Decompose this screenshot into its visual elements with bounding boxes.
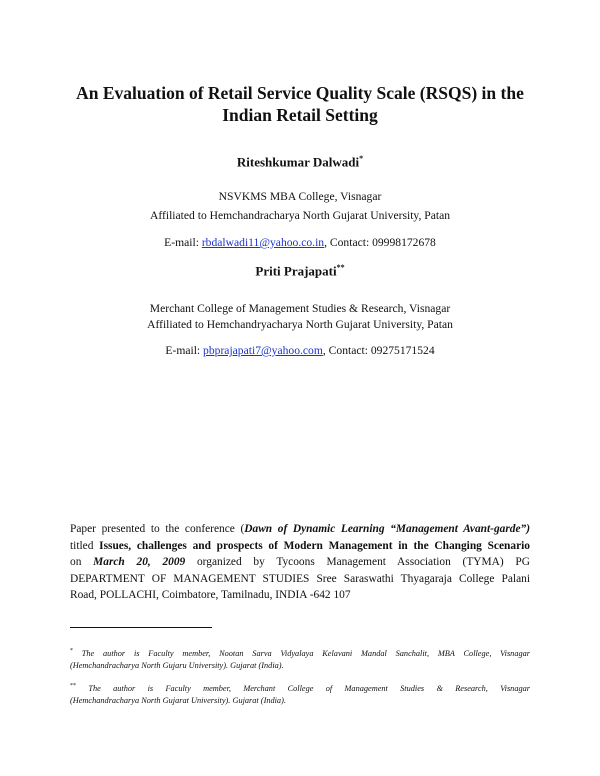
author-1-footnote-mark: * (359, 154, 364, 163)
author-1-contact: , Contact: 09998172678 (324, 236, 436, 249)
author-1-email-label: E-mail: (164, 236, 202, 249)
conference-theme: Issues, challenges and prospects of Modern Management in the Changing Scenario (99, 539, 530, 552)
author-1-affiliation: Affiliated to Hemchandracharya North Gujarat University, Patan (149, 209, 451, 222)
footnote-1-mark: * (70, 648, 73, 654)
conference-line-4: DEPARTMENT OF MANAGEMENT STUDIES Sree Saraswathi Thyagaraja College Palani (70, 572, 530, 585)
author-1-name (0, 154, 600, 170)
conference-text: titled (70, 539, 100, 552)
footnote-2-line-1 (70, 680, 530, 695)
author-1-college: NSVKMS MBA College, Visnagar (218, 190, 382, 203)
author-1-email-line (0, 236, 600, 249)
footnote-2 (70, 680, 530, 707)
author-2-affiliation: Affiliated to Hemchandryacharya North Gujarat University, Patan (147, 318, 453, 331)
title-line-1: An Evaluation of Retail Service Quality Scale (RSQS) in the (76, 83, 524, 103)
conference-text: on (70, 556, 94, 569)
author-1-email-link[interactable]: rbdalwadi11@yahoo.co.in (201, 236, 325, 249)
conference-line-1 (70, 521, 530, 538)
footnote-1 (70, 645, 530, 672)
footnote-1-text: The author is Faculty member, Nootan Sarva Vidyalaya Kelavani Mandal Sanchalit, MBA College, Visnagar (81, 648, 530, 658)
footnote-divider (70, 627, 212, 628)
author-2-contact: , Contact: 09275171524 (322, 344, 435, 357)
conference-text: Paper presented to the conference ( (70, 523, 245, 535)
author-2-footnote-mark: ** (336, 263, 345, 272)
conference-name: Dawn of Dynamic Learning “Management Avant-garde”) (244, 523, 531, 535)
footnote-2-text: The author is Faculty member, Merchant College of Management Studies & Research, Visnagar (88, 683, 531, 693)
conference-date: March 20, 2009 (93, 556, 186, 569)
conference-line-3 (70, 554, 530, 571)
author-2-college: Merchant College of Management Studies & Research, Visnagar (149, 302, 451, 315)
title-line-2: Indian Retail Setting (222, 105, 378, 125)
author-2-email-line (0, 344, 600, 357)
footnote-2-line-2: (Hemchandracharya North Gujarat University). Gujarat (India). (70, 695, 286, 705)
author-2-name (0, 263, 600, 279)
conference-text: organized by Tycoons Management Association (TYMA) PG (185, 556, 530, 569)
conference-line-5: Road, POLLACHI, Coimbatore, Tamilnadu, INDIA -642 107 (70, 589, 351, 602)
footnote-1-line-2: (Hemchandracharya North Gujaru University). Gujarat (India). (70, 660, 284, 670)
paper-title (40, 82, 560, 126)
conference-line-2 (70, 538, 530, 555)
conference-paragraph (70, 521, 530, 604)
author-2-email-label: E-mail: (165, 344, 204, 357)
footnote-1-line-1 (70, 645, 530, 660)
author-1-name-text: Riteshkumar Dalwadi (236, 154, 360, 170)
footnote-2-mark: ** (70, 683, 76, 689)
author-2-email-link[interactable]: pbprajapati7@yahoo.com (203, 344, 323, 357)
author-2-name-text: Priti Prajapati (255, 263, 337, 279)
